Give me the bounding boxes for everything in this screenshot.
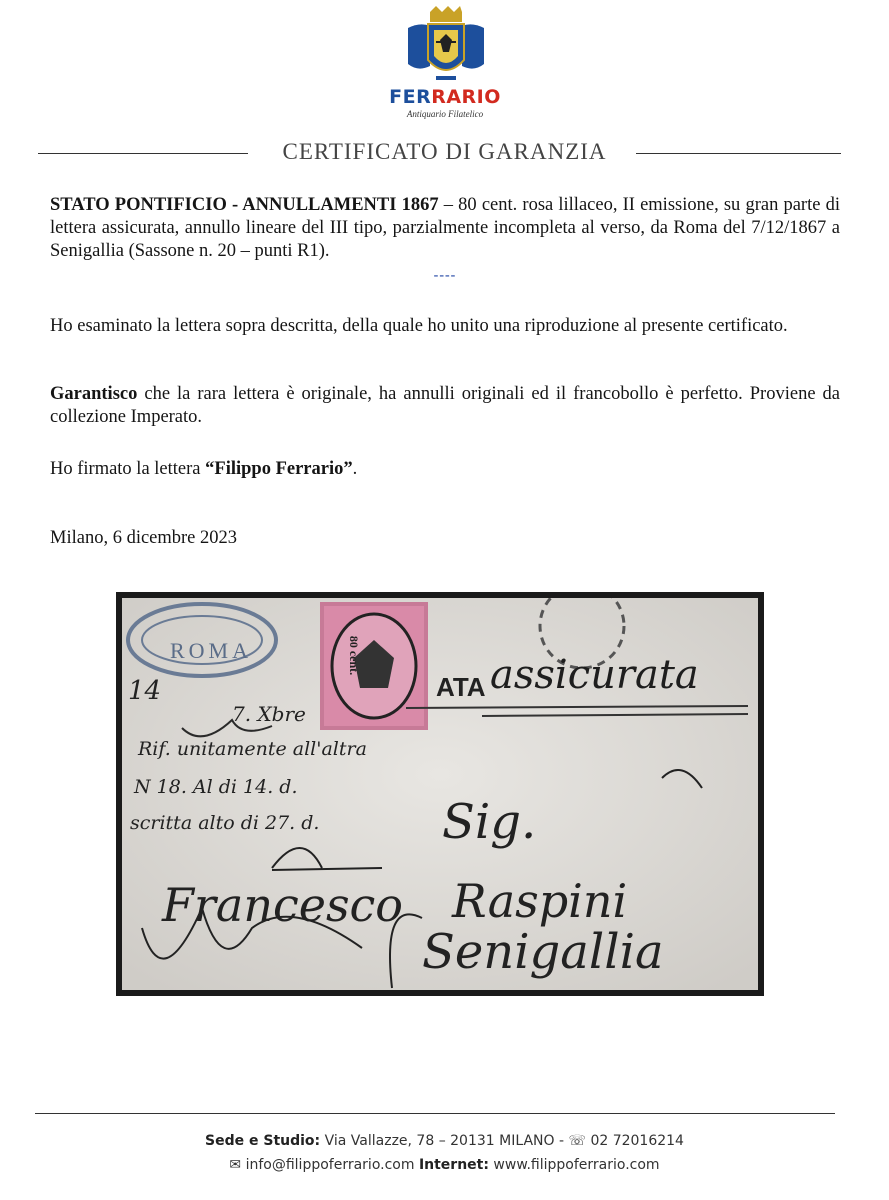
email-link[interactable]: info@filippoferrario.com bbox=[241, 1157, 419, 1173]
brand-part-blue: FER bbox=[389, 86, 432, 108]
date-line: Milano, 6 dicembre 2023 bbox=[50, 528, 238, 548]
recipient-title: Sig. bbox=[442, 794, 537, 850]
description-heading: STATO PONTIFICIO - ANNULLAMENTI 1867 bbox=[50, 195, 439, 215]
signed-paragraph bbox=[50, 458, 840, 481]
ata-postmark: ATA bbox=[436, 672, 486, 702]
footer-address bbox=[0, 1133, 889, 1149]
brand-subtitle: Antiquario Filatelico bbox=[406, 109, 484, 119]
recipient-last-name: Raspini bbox=[452, 874, 628, 928]
sede-label: Sede e Studio: bbox=[205, 1133, 321, 1149]
recipient-city: Senigallia bbox=[422, 924, 664, 980]
separator: ---- bbox=[433, 268, 457, 283]
letter-line-2: Rif. unitamente all'altra bbox=[138, 738, 367, 760]
letter-photo bbox=[122, 598, 758, 990]
brand-part-red: RARIO bbox=[431, 86, 501, 108]
number-fourteen: 14 bbox=[128, 676, 162, 706]
sede-value: Via Vallazze, 78 – 20131 MILANO - ☏ 02 72016214 bbox=[320, 1133, 684, 1149]
examined-paragraph: Ho esaminato la lettera sopra descritta, della quale ho unito una riproduzione al presente certificato. bbox=[50, 316, 788, 336]
signature-name: “Filippo Ferrario” bbox=[205, 459, 353, 479]
title-rule-left bbox=[38, 153, 248, 154]
letter-line-4: scritta alto di 27. d. bbox=[130, 812, 320, 834]
footer-rule bbox=[35, 1113, 835, 1114]
guarantee-text: che la rara lettera è originale, ha annulli originali ed il francobollo è perfetto. Proviene da collezione Imperato. bbox=[50, 384, 840, 427]
internet-label: Internet: bbox=[418, 1157, 489, 1173]
signed-period: . bbox=[352, 459, 358, 479]
website-link[interactable]: www.filippoferrario.com bbox=[488, 1157, 660, 1173]
signed-text: Ho firmato la lettera bbox=[50, 459, 206, 479]
title-rule-right bbox=[636, 153, 841, 154]
recipient-first-name: Francesco bbox=[162, 878, 404, 932]
description-text: – 80 cent. rosa lillaceo, II emissione, su gran parte di lettera assicurata, annullo lineare del III tipo, parzialmente incompleta al verso, da Roma del 7/12/1867 a Senigallia (Sassone n. 20 – punti R1). bbox=[50, 195, 840, 261]
guarantee-bold: Garantisco bbox=[50, 384, 138, 404]
assicurata-handwriting: assicurata bbox=[490, 652, 699, 698]
brand-name bbox=[380, 86, 510, 108]
guarantee-paragraph bbox=[50, 383, 840, 429]
description-paragraph bbox=[50, 194, 840, 263]
letter-date-line: 7. Xbre bbox=[232, 702, 306, 726]
stamp-value: 80 cent. bbox=[347, 635, 362, 676]
letter-line-3: N 18. Al di 14. d. bbox=[134, 776, 298, 798]
email-icon: ✉ bbox=[229, 1157, 242, 1173]
footer-contacts bbox=[0, 1157, 889, 1173]
logo-crest bbox=[400, 6, 492, 126]
certificate-title: CERTIFICATO DI GARANZIA bbox=[282, 139, 607, 164]
roma-postmark: ROMA bbox=[170, 638, 253, 663]
